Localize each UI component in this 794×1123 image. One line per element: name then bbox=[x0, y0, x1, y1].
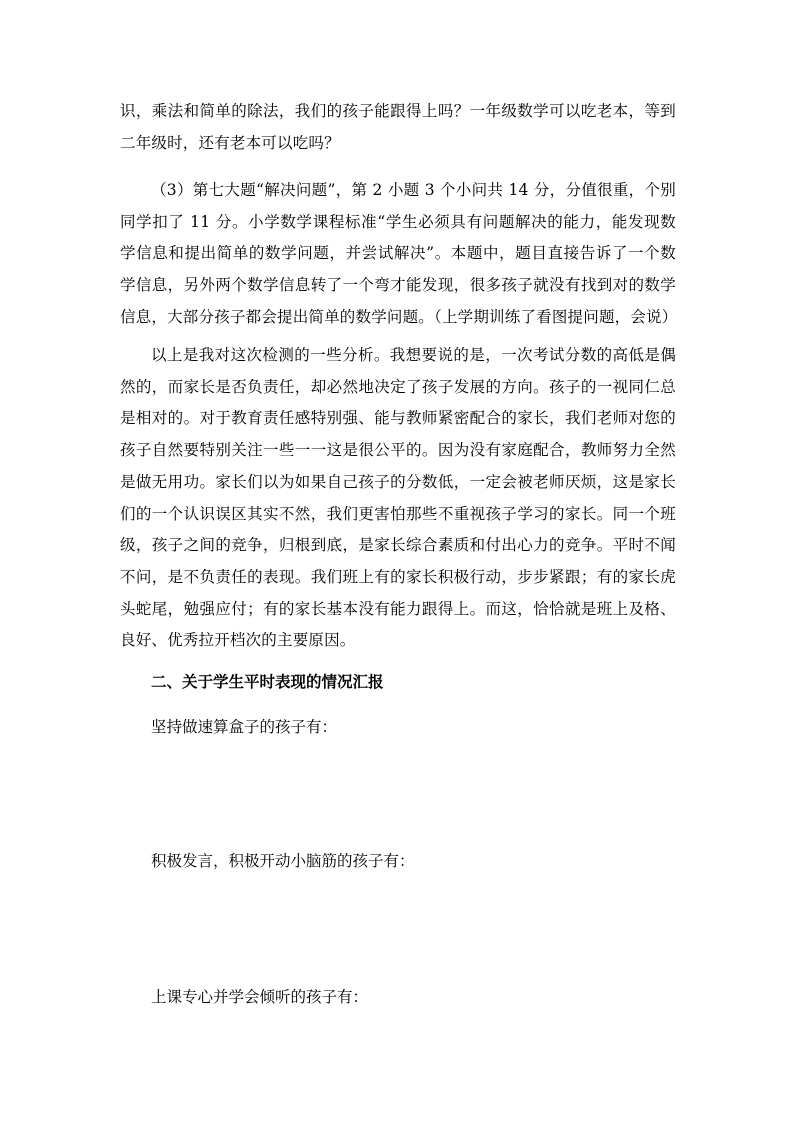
label-attentive-listening-students: 上课专心并学会倾听的孩子有： bbox=[151, 988, 369, 1006]
paragraph-problem-solving: （3）第七大题“解决问题”，第 2 小题 3 个小问共 14 分，分值很重，个别同学扣了 11 分。小学数学课程标准“学生必须具有问题解决的能力，能发现数学信息和提出简单的数学问题，并尝试解决”。本题中，题目直接告诉了一个数学信息，另外两个数学信息转了一个弯才能发现，很多孩子就没有找到对的数学信息，大部分孩子都会提出简单的数学问题。（上学期训练了看图提问题，会说） bbox=[120, 181, 678, 326]
paragraph-exam-knowledge: 识，乘法和简单的除法，我们的孩子能跟得上吗？一年级数学可以吃老本，等到二年级时，还有老本可以吃吗？ bbox=[120, 102, 676, 152]
label-abacus-students: 坚持做速算盒子的孩子有： bbox=[151, 718, 338, 736]
section-heading-student-performance: 二、关于学生平时表现的情况汇报 bbox=[151, 672, 384, 691]
paragraph-analysis-summary: 以上是我对这次检测的一些分析。我想要说的是，一次考试分数的高低是偶然的，而家长是否负责任，却必然地决定了孩子发展的方向。孩子的一视同仁总是相对的。对于教育责任感特别强、能与教师紧密配合的家长，我们老师对您的孩子自然要特别关注一些一一这是很公平的。因为没有家庭配合，教师努力全然是做无用功。家长们以为如果自己孩子的分数低，一定会被老师厌烦，这是家长们的一个认识误区其实不然，我们更害怕那些不重视孩子学习的家长。同一个班级，孩子之间的竞争，归根到底，是家长综合素质和付出心力的竞争。平时不闻不问，是不负责任的表现。我们班上有的家长积极行动，步步紧跟；有的家长虎头蛇尾，勉强应付；有的家长基本没有能力跟得上。而这，恰恰就是班上及格、良好、优秀拉开档次的主要原因。 bbox=[120, 346, 676, 650]
label-active-speaking-students: 积极发言，积极开动小脑筋的孩子有： bbox=[151, 852, 415, 870]
